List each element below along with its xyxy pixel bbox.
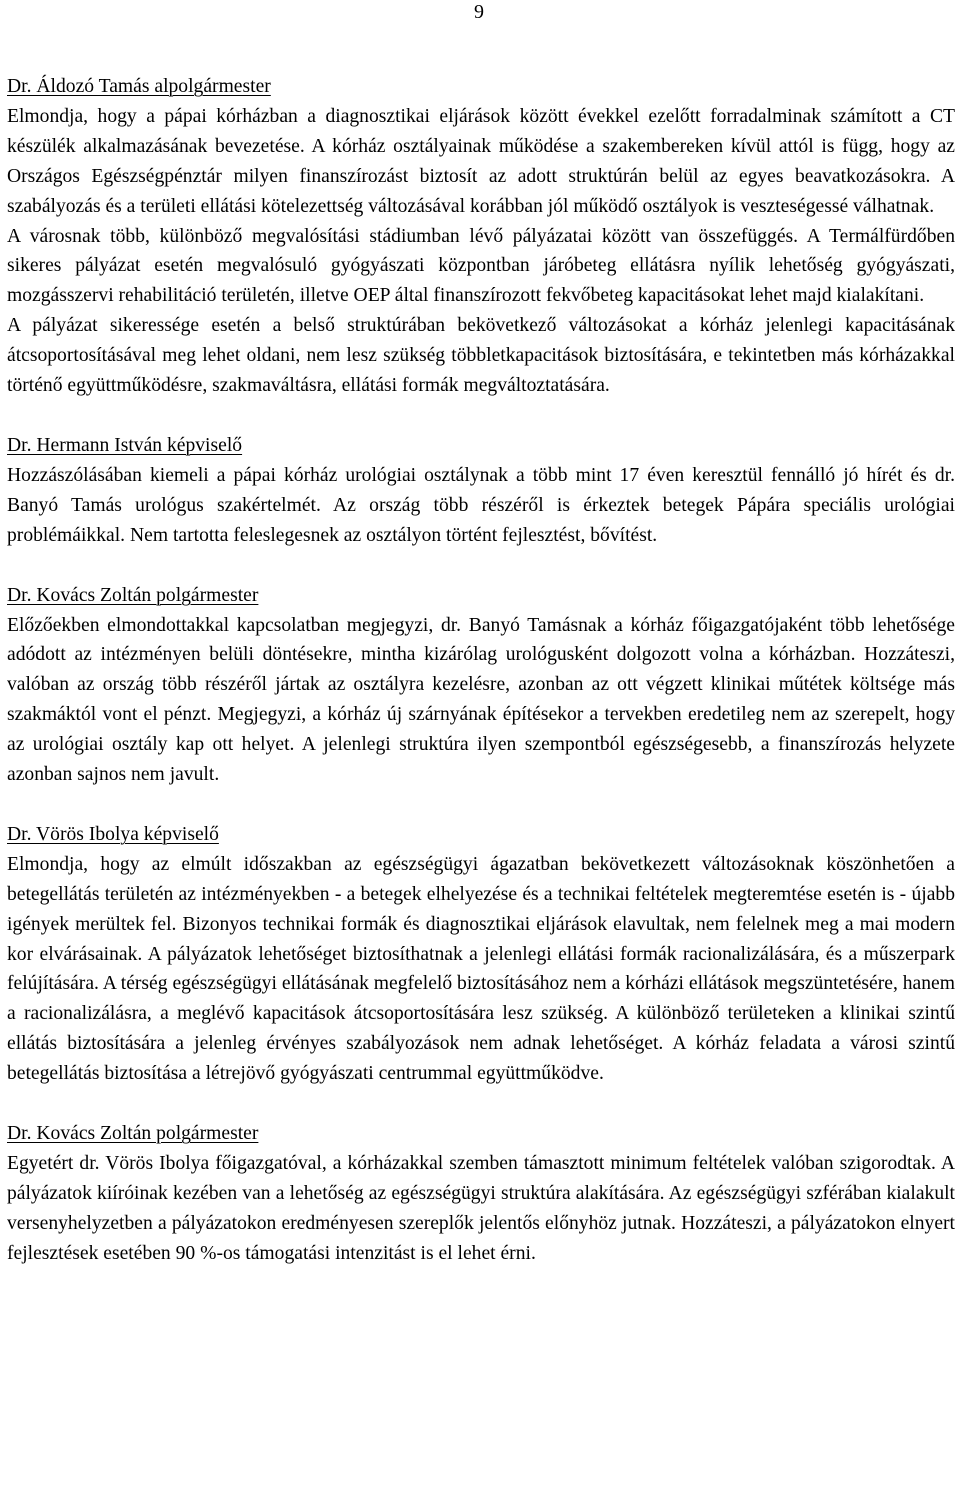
contribution-hermann xyxy=(7,431,955,551)
paragraph: A városnak több, különböző megvalósítási stádiumban lévő pályázatai között van összefüggés. A Termálfürdőben sikeres pályázat esetén megvalósuló gyógyászati központban járóbeteg ellátásra nyílik lehetőség gyógyászati, mozgásszervi rehabilitáció területén, illetve OEP által finanszírozott fekvőbeteg kapacitásokat lehet majd kialakítani. xyxy=(7,225,955,307)
contribution-kovacs-1 xyxy=(7,581,955,790)
paragraph: Elmondja, hogy az elmúlt időszakban az egészségügyi ágazatban bekövetkezett változásoknak köszönhetően a betegellátás területén az intézményekben - a betegek elhelyezése és a technikai feltételek megteremtése esetén is - újabb igények merültek fel. Bizonyos technikai formák és diagnosztikai eljárások elavultak, nem felelnek meg a mai modern kor elvárásainak. A pályázatok lehetőséget biztosíthatnak a jelenlegi ellátási formák racionalizálására, és a műszerpark felújítására. A térség egészségügyi ellátásának megfelelő biztosításához nem a kórházi ellátások megszüntetésére, hanem a racionalizálásra, a meglévő kapacitások átcsoportosítására lesz szükség. A különböző területeken a klinikai szintű ellátás biztosítására a jelenleg érvényes szabályozások nem adnak lehetőséget. A kórház feladata a városi szintű betegellátás biztosítása a létrejövő gyógyászati centrummal együttműködve. xyxy=(7,853,955,1085)
paragraph: Elmondja, hogy a pápai kórházban a diagnosztikai eljárások között évekkel ezelőtt forradalminak számított a CT készülék alkalmazásának bevezetése. A kórház osztályainak működése a szakembereken kívül attól is függ, hogy az Országos Egészségpénztár milyen finanszírozást biztosít az adott struktúrán belül az egyes beavatkozásokra. A szabályozás és a területi ellátási kötelezettség változásával korábban jól működő osztályok is veszteségessé válhatnak. xyxy=(7,105,955,217)
speaker-name: Dr. Vörös Ibolya képviselő xyxy=(7,823,219,845)
speaker-name: Dr. Hermann István képviselő xyxy=(7,434,243,456)
minutes-body xyxy=(7,72,955,1299)
paragraph: Hozzászólásában kiemeli a pápai kórház urológiai osztálynak a több mint 17 éven keresztül fennálló jó hírét és dr. Banyó Tamás urológus szakértelmét. Az ország több részéről is érkeztek betegek Pápára speciális urológiai problémáikkal. Nem tartotta feleslegesnek az osztályon történt fejlesztést, bővítést. xyxy=(7,464,955,546)
speaker-name: Dr. Áldozó Tamás alpolgármester xyxy=(7,76,271,97)
speaker-name: Dr. Kovács Zoltán polgármester xyxy=(7,1123,259,1145)
contribution-kovacs-2 xyxy=(7,1119,955,1269)
page-number: 9 xyxy=(474,1,484,23)
speaker-name: Dr. Kovács Zoltán polgármester xyxy=(7,584,259,606)
contribution-aldozo xyxy=(7,72,955,401)
contribution-voros xyxy=(7,820,955,1089)
paragraph: Előzőekben elmondottakkal kapcsolatban megjegyzi, dr. Banyó Tamásnak a kórház főigazgatójaként több lehetősége adódott az intézményen belüli döntésekre, mintha kizárólag urológusként dolgozott volna a kórházban. Hozzáteszi, valóban az ország több részéről jártak az osztályra kezelésre, azonban az ott végzett klinikai műtétek költsége más szakmáktól vont el pénzt. Megjegyzi, a kórház új szárnyának építésekor a tervekben eredetileg nem az szerepelt, hogy az urológiai osztály kap ott helyet. A jelenlegi struktúra ilyen szempontból egészségesebb, a finanszírozás helyzete azonban sajnos nem javult. xyxy=(7,614,955,786)
paragraph: Egyetért dr. Vörös Ibolya főigazgatóval, a kórházakkal szemben támasztott minimum feltételek valóban szigorodtak. A pályázatok kiíróinak kezében van a lehetőség az egészségügyi struktúra alakítására. Az egészségügyi szférában kialakult versenyhelyzetben a pályázatokon eredményesen szereplők jelentős előnyhöz jutnak. Hozzáteszi, a pályázatokon elnyert fejlesztések esetében 90 %-os támogatási intenzitást is el lehet érni. xyxy=(7,1153,955,1264)
paragraph: A pályázat sikeressége esetén a belső struktúrában bekövetkező változásokat a kórház jelenlegi kapacitásának átcsoportosításával meg lehet oldani, nem lesz szükség többletkapacitások biztosítására, e tekintetben más kórházakkal történő együttműködésre, szakmaváltásra, ellátási formák megváltoztatására. xyxy=(7,315,955,397)
